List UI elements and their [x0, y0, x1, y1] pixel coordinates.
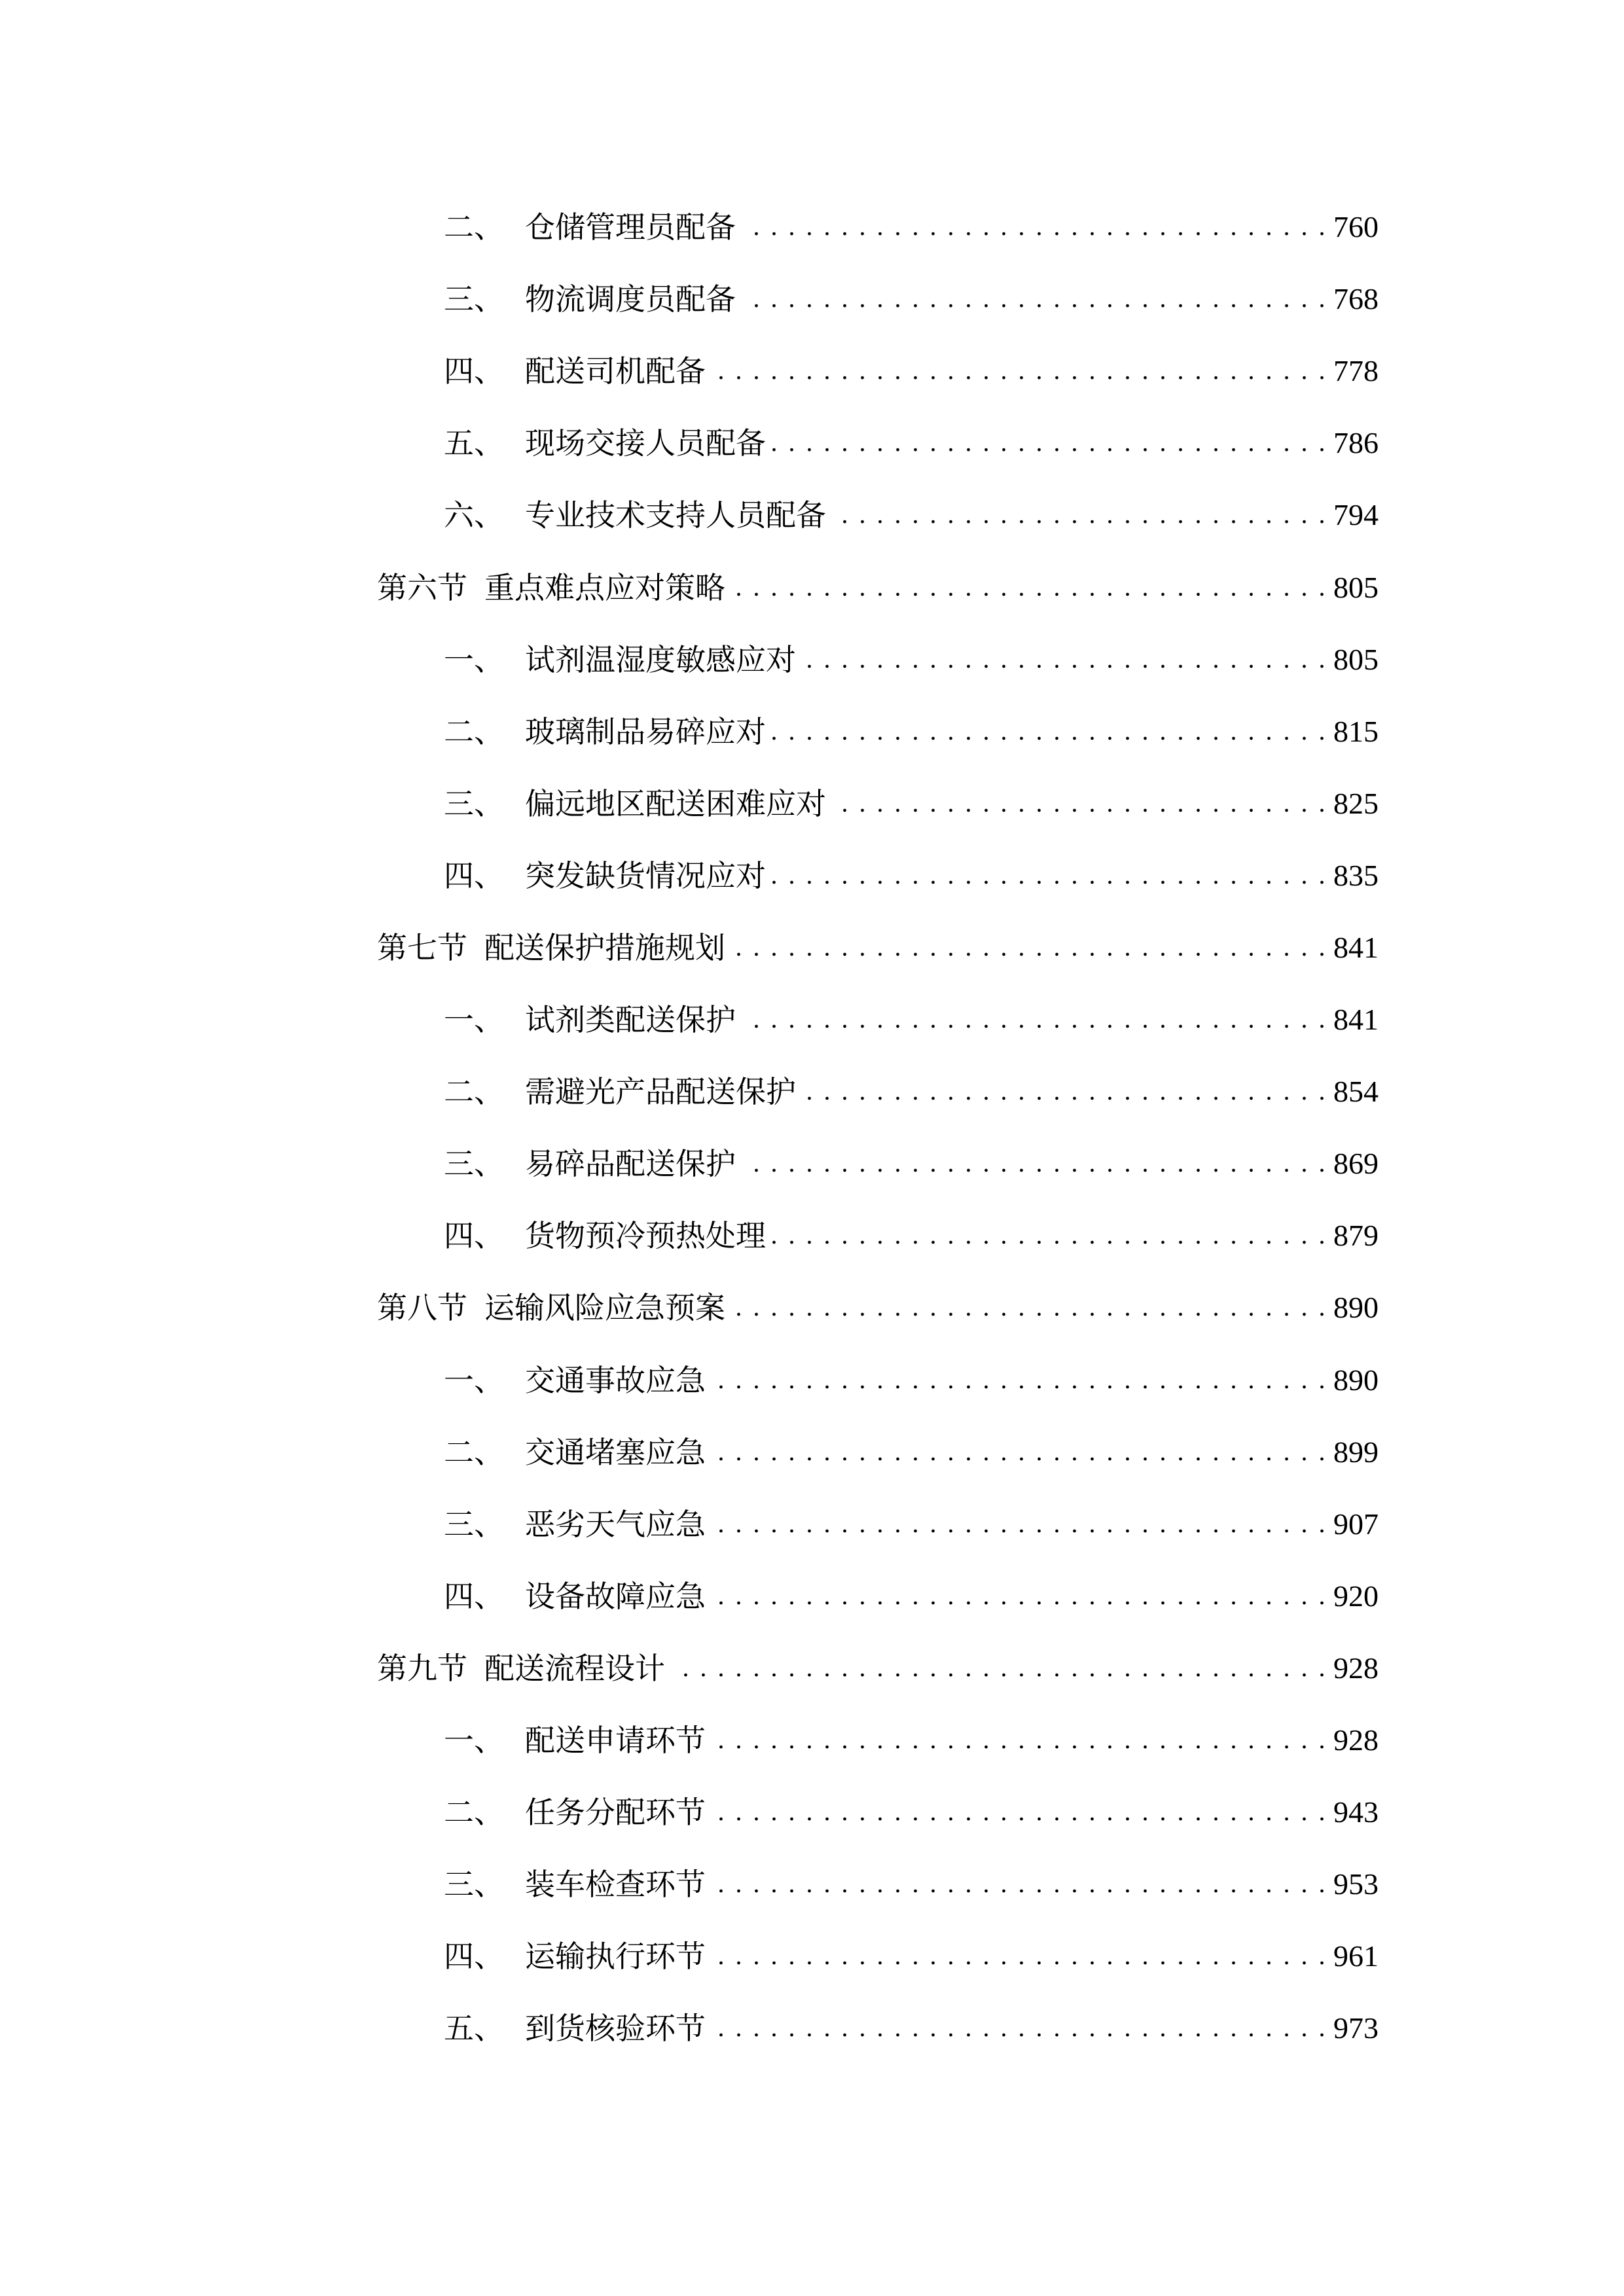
- dot-leader: [712, 356, 1327, 386]
- toc-entry-title: 恶劣天气应急: [525, 1506, 706, 1542]
- dot-leader: [712, 1365, 1327, 1395]
- toc-entry-title: 装车检查环节: [525, 1867, 706, 1903]
- dot-leader: [772, 428, 1327, 458]
- dot-leader: [712, 1725, 1327, 1755]
- toc-entry-number: 四、: [444, 1939, 504, 1975]
- toc-entry-number: 二、: [444, 1074, 504, 1110]
- dot-leader: [672, 1653, 1327, 1683]
- dot-leader: [732, 573, 1327, 603]
- toc-entry-title: 到货核验环节: [525, 2011, 706, 2047]
- toc-entry-page: 879: [1333, 1219, 1379, 1253]
- dot-leader: [742, 284, 1327, 314]
- toc-entry-page: 907: [1333, 1507, 1379, 1541]
- toc-entry-title: 现场交接人员配备: [525, 425, 766, 461]
- toc-entry[interactable]: [377, 1920, 1379, 1992]
- toc-entry-number: 三、: [444, 1506, 504, 1542]
- toc-entry[interactable]: [377, 1560, 1379, 1632]
- toc-entry-title: 需避光产品配送保护: [525, 1074, 796, 1110]
- dot-leader: [772, 861, 1327, 891]
- toc-section-number: 第九节: [377, 1650, 467, 1686]
- dot-leader: [742, 1149, 1327, 1179]
- toc-entry-number: 一、: [444, 641, 504, 677]
- toc-entry[interactable]: [377, 1200, 1379, 1272]
- toc-entry-number: 五、: [444, 425, 504, 461]
- toc-entry-page: 953: [1333, 1867, 1379, 1901]
- toc-section-title: 配送保护措施规划: [484, 929, 725, 965]
- toc-entry-title: 物流调度员配备: [525, 281, 736, 317]
- toc-entry-page: 899: [1333, 1435, 1379, 1469]
- toc-entry[interactable]: [377, 624, 1379, 696]
- toc-entry-page: 890: [1333, 1363, 1379, 1397]
- toc-entry[interactable]: [377, 1488, 1379, 1560]
- toc-section-number: 第八节: [377, 1290, 467, 1326]
- toc-entry-number: 三、: [444, 1867, 504, 1903]
- toc-entry[interactable]: [377, 984, 1379, 1056]
- toc-entry[interactable]: [377, 840, 1379, 912]
- toc-entry-number: 一、: [444, 1362, 504, 1398]
- dot-leader: [732, 933, 1327, 963]
- toc-entry-page: 794: [1333, 498, 1379, 532]
- dot-leader: [712, 1797, 1327, 1827]
- toc-entry-title: 试剂温湿度敏感应对: [525, 641, 796, 677]
- toc-entry-number: 一、: [444, 1002, 504, 1038]
- toc-entry-page: 928: [1333, 1651, 1379, 1685]
- toc-entry-page: 841: [1333, 1003, 1379, 1037]
- dot-leader: [712, 1869, 1327, 1899]
- toc-entry-page: 805: [1333, 642, 1379, 676]
- toc-entry-title: 仓储管理员配备: [525, 209, 736, 245]
- toc-entry-title: 运输执行环节: [525, 1939, 706, 1975]
- toc-entry-page: 805: [1333, 570, 1379, 604]
- dot-leader: [803, 1077, 1327, 1107]
- toc-entry-number: 二、: [444, 209, 504, 245]
- toc-entry-title: 货物预冷预热处理: [525, 1218, 766, 1254]
- toc-entry-number: 三、: [444, 281, 504, 317]
- toc-entry-page: 815: [1333, 714, 1379, 748]
- toc-entry[interactable]: [377, 479, 1379, 551]
- dot-leader: [833, 500, 1327, 530]
- toc-entry-page: 869: [1333, 1147, 1379, 1181]
- toc-entry[interactable]: [377, 407, 1379, 479]
- toc-section-entry[interactable]: [377, 551, 1379, 623]
- toc-entry-title: 任务分配环节: [525, 1795, 706, 1831]
- toc-entry[interactable]: [377, 1992, 1379, 2064]
- toc-entry-title: 交通事故应急: [525, 1362, 706, 1398]
- toc-entry-number: 三、: [444, 1146, 504, 1182]
- toc-section-number: 第六节: [377, 569, 467, 605]
- toc-entry-page: 961: [1333, 1939, 1379, 1973]
- dot-leader: [833, 789, 1327, 819]
- toc-section-entry[interactable]: [377, 1632, 1379, 1704]
- dot-leader: [712, 2013, 1327, 2043]
- dot-leader: [712, 1581, 1327, 1611]
- dot-leader: [732, 1293, 1327, 1323]
- toc-entry-number: 二、: [444, 1434, 504, 1470]
- toc-entry-page: 760: [1333, 210, 1379, 244]
- toc-entry[interactable]: [377, 768, 1379, 840]
- toc-entry-number: 四、: [444, 1578, 504, 1614]
- toc-entry[interactable]: [377, 1848, 1379, 1920]
- toc-entry-title: 突发缺货情况应对: [525, 857, 766, 893]
- dot-leader: [772, 717, 1327, 747]
- toc-entry-number: 四、: [444, 353, 504, 389]
- toc-section-entry[interactable]: [377, 912, 1379, 984]
- toc-entry-number: 六、: [444, 497, 504, 533]
- toc-section-title: 重点难点应对策略: [484, 569, 725, 605]
- toc-entry[interactable]: [377, 1704, 1379, 1776]
- toc-entry-page: 768: [1333, 282, 1379, 316]
- toc-entry[interactable]: [377, 263, 1379, 335]
- toc-entry-number: 四、: [444, 1218, 504, 1254]
- toc-entry[interactable]: [377, 1776, 1379, 1848]
- toc-entry[interactable]: [377, 1344, 1379, 1416]
- toc-section-entry[interactable]: [377, 1272, 1379, 1344]
- toc-entry-title: 易碎品配送保护: [525, 1146, 736, 1182]
- toc-entry-number: 三、: [444, 785, 504, 821]
- toc-entry-number: 一、: [444, 1723, 504, 1759]
- toc-entry-number: 四、: [444, 857, 504, 893]
- toc-entry-page: 841: [1333, 930, 1379, 964]
- toc-entry-number: 二、: [444, 713, 504, 749]
- toc-entry-title: 交通堵塞应急: [525, 1434, 706, 1470]
- dot-leader: [742, 1005, 1327, 1035]
- table-of-contents: [377, 191, 1379, 2064]
- toc-entry-title: 设备故障应急: [525, 1578, 706, 1614]
- toc-entry-title: 配送司机配备: [525, 353, 706, 389]
- toc-entry-title: 配送申请环节: [525, 1723, 706, 1759]
- dot-leader: [803, 645, 1327, 675]
- toc-entry-page: 943: [1333, 1795, 1379, 1829]
- toc-entry-title: 玻璃制品易碎应对: [525, 713, 766, 749]
- toc-entry-page: 890: [1333, 1291, 1379, 1325]
- toc-entry[interactable]: [377, 696, 1379, 768]
- toc-entry-title: 专业技术支持人员配备: [525, 497, 826, 533]
- toc-entry-page: 920: [1333, 1579, 1379, 1613]
- dot-leader: [742, 212, 1327, 242]
- toc-entry-number: 五、: [444, 2011, 504, 2047]
- toc-entry-page: 786: [1333, 426, 1379, 460]
- toc-entry[interactable]: [377, 191, 1379, 263]
- toc-entry-title: 试剂类配送保护: [525, 1002, 736, 1038]
- toc-entry-number: 二、: [444, 1795, 504, 1831]
- toc-entry-page: 973: [1333, 2011, 1379, 2045]
- toc-entry-page: 928: [1333, 1723, 1379, 1757]
- toc-entry[interactable]: [377, 1416, 1379, 1488]
- toc-entry-page: 854: [1333, 1075, 1379, 1109]
- toc-entry-page: 825: [1333, 786, 1379, 820]
- toc-entry[interactable]: [377, 1128, 1379, 1200]
- toc-section-number: 第七节: [377, 929, 467, 965]
- dot-leader: [712, 1941, 1327, 1971]
- toc-entry-title: 偏远地区配送困难应对: [525, 785, 826, 821]
- toc-entry[interactable]: [377, 335, 1379, 407]
- dot-leader: [772, 1221, 1327, 1251]
- toc-entry-page: 778: [1333, 354, 1379, 388]
- toc-section-title: 配送流程设计: [484, 1650, 665, 1686]
- dot-leader: [712, 1509, 1327, 1539]
- toc-entry-page: 835: [1333, 858, 1379, 892]
- dot-leader: [712, 1437, 1327, 1467]
- toc-section-title: 运输风险应急预案: [484, 1290, 725, 1326]
- toc-entry[interactable]: [377, 1056, 1379, 1128]
